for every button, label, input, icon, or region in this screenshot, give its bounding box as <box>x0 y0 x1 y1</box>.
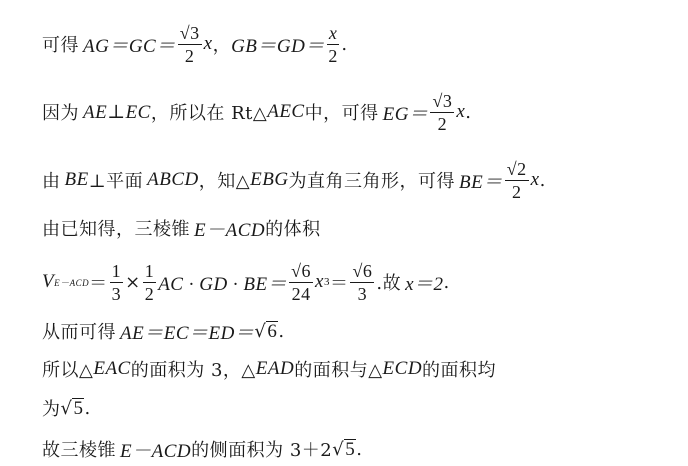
text: 所以△ <box>42 360 94 381</box>
numerator: √3 <box>432 90 453 111</box>
text: . <box>539 169 546 191</box>
square-root: √ 6 <box>254 320 278 343</box>
numerator: 1 <box>111 260 122 281</box>
text: 故三棱锥 <box>42 440 116 461</box>
radicand: 5 <box>73 397 84 419</box>
fraction <box>110 262 124 303</box>
numerator: √3 <box>179 22 200 43</box>
line-3 <box>42 158 546 202</box>
text: 为 <box>42 399 61 420</box>
text: ，知△ <box>198 171 251 192</box>
numerator: 1 <box>144 260 155 281</box>
math: AEC <box>267 101 305 122</box>
text: 的面积均 <box>422 360 497 381</box>
subscript: E－ACD <box>54 277 90 288</box>
text: ， <box>212 35 232 56</box>
line-4 <box>42 211 321 245</box>
text: ＝ <box>89 273 108 294</box>
line-1 <box>42 22 348 66</box>
radicand: 5 <box>345 438 356 460</box>
text: ⊥平面 <box>88 171 144 192</box>
fraction <box>350 262 374 303</box>
text: 可得 <box>42 35 79 56</box>
math: ECD <box>382 358 423 379</box>
denominator: 3 <box>357 283 368 304</box>
denominator: 2 <box>144 283 155 304</box>
line-5 <box>42 260 450 304</box>
text: 中，可得 <box>304 103 379 124</box>
math: EAD <box>255 358 295 379</box>
denominator: 3 <box>111 283 122 304</box>
fraction <box>143 262 157 303</box>
radicand: 6 <box>267 320 278 342</box>
math: V <box>42 271 55 292</box>
text: 的面积为 3，△ <box>130 360 256 381</box>
text: . <box>84 397 91 419</box>
math: EAC <box>93 358 131 379</box>
denominator: 24 <box>291 283 311 304</box>
text: 的侧面积为 3＋2 <box>191 440 333 461</box>
text: . <box>356 438 363 460</box>
text: 的体积 <box>265 219 321 240</box>
math: x＝2 <box>405 273 444 295</box>
math: x <box>203 33 213 54</box>
numerator: √6 <box>352 260 373 281</box>
math: E－ACD <box>120 440 192 462</box>
denominator: 2 <box>328 45 338 66</box>
text: 因为 <box>42 103 79 124</box>
math: x <box>530 169 540 190</box>
line-6 <box>42 314 285 348</box>
fraction <box>505 160 529 201</box>
numerator: x <box>328 22 338 43</box>
denominator: 2 <box>511 181 522 202</box>
text: ，所以在 Rt△ <box>150 103 268 124</box>
math: BE＝ <box>459 171 503 193</box>
line-9 <box>42 432 362 466</box>
text: 为直角三角形，可得 <box>288 171 456 192</box>
text: .故 <box>376 273 402 294</box>
fraction <box>289 262 313 303</box>
math: EG＝ <box>382 103 429 125</box>
numerator: √6 <box>291 260 312 281</box>
superscript: 3 <box>323 276 330 288</box>
text: . <box>465 101 472 123</box>
math: GB＝GD＝ <box>231 35 325 57</box>
math: ABCD <box>147 169 199 190</box>
math: E－ACD <box>194 219 266 241</box>
fraction <box>327 24 340 65</box>
text: 由已知得，三棱锥 <box>42 219 190 240</box>
denominator: 2 <box>184 45 195 66</box>
math: EBG <box>250 169 289 190</box>
line-2 <box>42 90 472 134</box>
math: AC · GD · BE＝ <box>158 273 288 295</box>
math: x <box>456 101 466 122</box>
fraction <box>178 24 202 65</box>
numerator: √2 <box>506 158 527 179</box>
denominator: 2 <box>437 113 448 134</box>
math: AE⊥EC <box>83 101 151 123</box>
text: . <box>278 320 285 342</box>
text: × <box>125 271 141 293</box>
text: 的面积与△ <box>294 360 383 381</box>
math: BE <box>64 169 89 190</box>
math: AE＝EC＝ED＝ <box>120 322 255 344</box>
math: x <box>315 271 324 292</box>
math: AG＝GC＝ <box>83 35 176 57</box>
fraction <box>430 92 454 133</box>
square-root: √ 5 <box>332 438 356 461</box>
text: 从而可得 <box>42 322 116 343</box>
text: 由 <box>42 171 61 192</box>
text: . <box>443 271 450 293</box>
line-8 <box>42 391 91 425</box>
text: ＝ <box>329 273 349 294</box>
text: . <box>341 33 348 55</box>
square-root: √ 5 <box>60 397 84 420</box>
line-7 <box>42 352 496 386</box>
